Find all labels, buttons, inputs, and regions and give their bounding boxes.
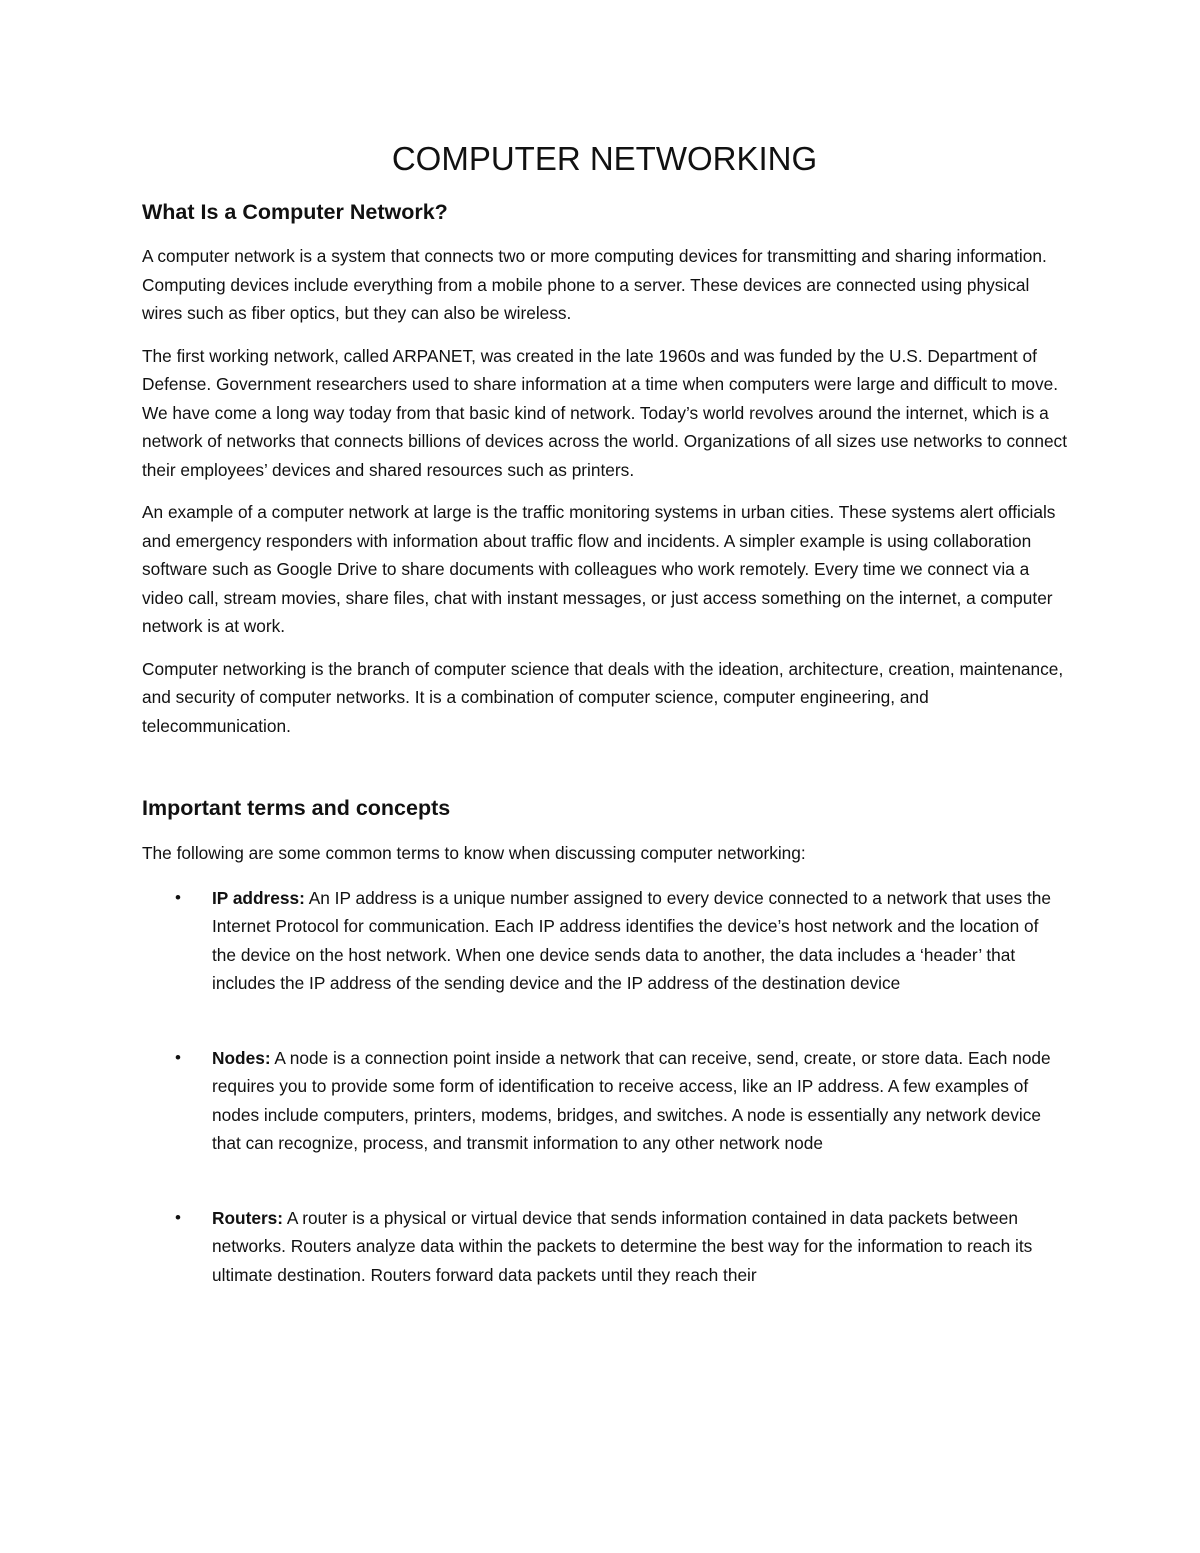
term-definition: A node is a connection point inside a network that can receive, send, create, or store data. Each node requires you to provide some form of identification to receive access, like an IP address. A few examples of nodes include computers, printers, modems, bridges, and switches. A node is essentially any network device that can recognize, process, and transmit information to any other network node <box>212 1047 1051 1153</box>
term-definition: An IP address is a unique number assigned to every device connected to a network that uses the Internet Protocol for communication. Each IP address identifies the device’s host network and the location of the device on the host network. When one device sends data to another, the data includes a ‘header’ that includes the IP address of the sending device and the IP address of the destination device <box>212 887 1051 993</box>
list-item <box>142 1204 1067 1290</box>
term-definition: A router is a physical or virtual device that sends information contained in data packets between networks. Routers analyze data within the packets to determine the best way for the information to reach its ultimate destination. Routers forward data packets until they reach their <box>212 1207 1033 1285</box>
document-title: COMPUTER NETWORKING <box>391 140 818 177</box>
bullet-icon: • <box>175 1047 181 1067</box>
paragraph-definition: A computer network is a system that connects two or more computing devices for transmitting and sharing information. Computing devices include everything from a mobile phone to a server. These devices are connected using physical wires such as fiber optics, but they can also be wireless. <box>142 246 1047 323</box>
terms-list <box>142 884 1067 1290</box>
list-item <box>142 884 1067 998</box>
section-heading-what-is-network: What Is a Computer Network? <box>142 200 448 224</box>
section-heading-terms: Important terms and concepts <box>142 796 451 820</box>
paragraph-terms-intro: The following are some common terms to know when discussing computer networking: <box>142 843 806 863</box>
paragraph-networking-branch: Computer networking is the branch of computer science that deals with the ideation, architecture, creation, maintenance, and security of computer networks. It is a combination of computer science, computer engineering, and telecommunication. <box>142 658 1064 736</box>
paragraph-examples: An example of a computer network at large is the traffic monitoring systems in urban cities. These systems alert officials and emergency responders with information about traffic flow and incidents. A simpler example is using collaboration software such as Google Drive to share documents with colleagues who work remotely. Every time we connect via a video call, stream movies, share files, chat with instant messages, or just access something on the internet, a computer network is at work. <box>142 502 1056 636</box>
term-label: Nodes: <box>212 1047 271 1068</box>
paragraph-history: The first working network, called ARPANET, was created in the late 1960s and was funded by the U.S. Department of Defense. Government researchers used to share information at a time when computers were large and difficult to move. We have come a long way today from that basic kind of network. Today’s world revolves around the internet, which is a network of networks that connects billions of devices across the world. Organizations of all sizes use networks to connect their employees’ devices and shared resources such as printers. <box>142 345 1067 480</box>
document-body <box>142 140 1067 1335</box>
bullet-icon: • <box>175 1207 181 1227</box>
term-label: IP address: <box>212 887 305 908</box>
term-label: Routers: <box>212 1207 284 1228</box>
bullet-icon: • <box>175 887 181 907</box>
list-item <box>142 1044 1067 1158</box>
